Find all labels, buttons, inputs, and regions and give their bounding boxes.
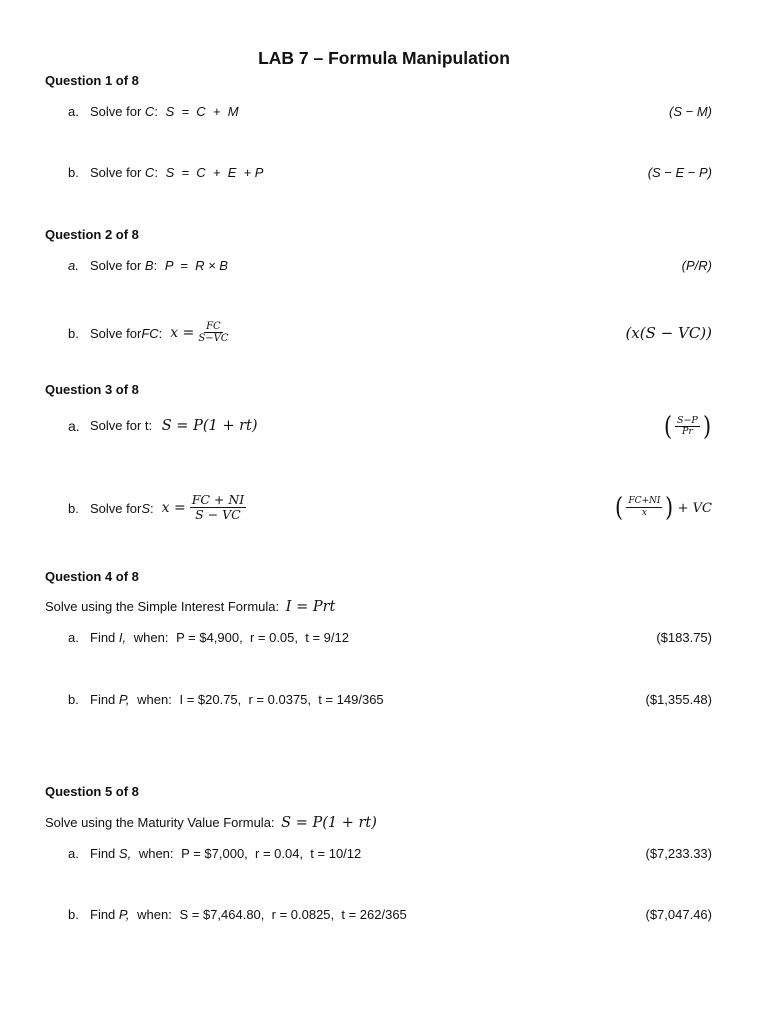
q4b-var: P, <box>118 692 130 707</box>
page-title: LAB 7 – Formula Manipulation <box>258 48 510 68</box>
q1a-prompt <box>90 104 239 119</box>
q1a-label: Solve for <box>90 104 145 119</box>
q3b-prompt <box>90 484 248 532</box>
q4a-var: I, <box>118 630 127 645</box>
q4-intro <box>45 599 335 615</box>
q2b-colon: : <box>158 325 163 341</box>
q2a-prompt <box>90 258 228 273</box>
q4a-find: Find <box>90 630 119 645</box>
q1b-colon: : <box>154 165 158 180</box>
q2a-equation: P = R × B <box>164 258 228 273</box>
q2b-prompt <box>90 312 232 354</box>
q5a-answer: ($7,233.33) <box>645 846 712 861</box>
q5b-var: P, <box>118 907 130 922</box>
q3a-left-paren: ( <box>663 412 672 442</box>
q5a-prompt <box>90 846 361 861</box>
q3b-letter: b. <box>68 501 79 516</box>
q4a-letter: a. <box>68 630 79 645</box>
q2a-var: B <box>144 258 154 273</box>
q1b-equation: S = C + E + P <box>165 165 264 180</box>
q3b-answer-tail: + VC <box>677 500 712 516</box>
q3b-numerator: FC + NI <box>191 492 245 508</box>
q5b-when: when: <box>137 907 172 922</box>
q3a-answer <box>663 406 712 448</box>
q5b-letter: b. <box>68 907 79 922</box>
q3a-answer-numerator: S−P <box>676 414 698 426</box>
q4b-prompt <box>90 692 384 707</box>
q4b-params: I = $20.75, r = 0.0375, t = 149/365 <box>179 692 384 707</box>
q3b-var: S <box>141 500 150 516</box>
q3b-answer <box>614 487 712 529</box>
q3b-right-paren: ) <box>665 493 674 523</box>
q3a-label: Solve for t: <box>90 418 153 433</box>
q3a-letter: a. <box>68 418 80 434</box>
q4b-when: when: <box>137 692 172 707</box>
q2a-label: Solve for <box>90 258 145 273</box>
q1a-letter: a. <box>68 104 79 119</box>
q5a-letter: a. <box>68 846 79 861</box>
q3b-colon: : <box>149 500 154 516</box>
q4a-when: when: <box>133 630 169 645</box>
q3b-answer-denominator: x <box>641 508 647 519</box>
q2b-fraction <box>196 321 230 345</box>
q5a-when: when: <box>138 846 174 861</box>
q5b-find: Find <box>90 907 119 922</box>
q1b-prompt <box>90 165 263 180</box>
q3b-answer-fraction <box>626 497 662 518</box>
q1a-equation: S = C + M <box>165 104 239 119</box>
q4b-find: Find <box>90 692 119 707</box>
q5a-params: P = $7,000, r = 0.04, t = 10/12 <box>181 846 362 861</box>
q5b-params: S = $7,464.80, r = 0.0825, t = 262/365 <box>179 907 407 922</box>
q4b-letter: b. <box>68 692 79 707</box>
q2a-colon: : <box>153 258 158 273</box>
q3a-right-paren: ) <box>702 412 711 442</box>
q4b-answer: ($1,355.48) <box>645 692 712 707</box>
question-1-heading: Question 1 of 8 <box>45 73 139 88</box>
q5a-var: S, <box>118 846 132 861</box>
q5-intro-formula: S = P(1 + rt) <box>281 815 377 831</box>
q4a-prompt <box>90 630 349 645</box>
q1a-var: C <box>144 104 155 119</box>
q1b-letter: b. <box>68 165 79 180</box>
q5b-prompt <box>90 907 407 922</box>
q5b-answer: ($7,047.46) <box>645 907 712 922</box>
q5a-find: Find <box>90 846 119 861</box>
q2b-letter: b. <box>68 326 79 341</box>
q4-intro-text: Solve using the Simple Interest Formula: <box>45 599 280 614</box>
q3a-equation: S = P(1 + rt) <box>161 418 258 434</box>
question-2-heading: Question 2 of 8 <box>45 227 139 242</box>
q2b-var: FC <box>141 325 159 341</box>
q3a-answer-fraction <box>675 416 700 438</box>
q3a-prompt <box>90 418 258 434</box>
q1b-label: Solve for <box>90 165 145 180</box>
q4-intro-formula: I = Prt <box>285 599 336 615</box>
q1a-answer: (S − M) <box>669 104 712 119</box>
q3a-answer-denominator: Pr <box>681 426 693 438</box>
q1b-var: C <box>144 165 155 180</box>
q2b-label: Solve for <box>90 325 142 341</box>
q5-intro-text: Solve using the Maturity Value Formula: <box>45 815 275 830</box>
q2a-answer: (P/R) <box>681 258 712 273</box>
q3b-denominator: S − VC <box>195 507 241 523</box>
q2a-letter: a. <box>68 258 79 273</box>
q1a-colon: : <box>154 104 158 119</box>
q4a-params: P = $4,900, r = 0.05, t = 9/12 <box>176 630 349 645</box>
q1b-answer: (S − E − P) <box>647 165 712 180</box>
q2b-lhs: x = <box>170 325 195 341</box>
question-5-heading: Question 5 of 8 <box>45 784 139 799</box>
q3b-left-paren: ( <box>615 493 624 523</box>
q3b-label: Solve for <box>90 500 142 516</box>
q3b-lhs: x = <box>161 500 186 516</box>
q3b-answer-numerator: FC+NI <box>628 496 661 507</box>
question-3-heading: Question 3 of 8 <box>45 382 139 397</box>
q2b-denominator: S−VC <box>198 333 229 345</box>
q5-intro <box>45 815 377 831</box>
q2b-numerator: FC <box>206 321 221 333</box>
question-4-heading: Question 4 of 8 <box>45 569 139 584</box>
q3b-fraction <box>190 493 247 522</box>
q2b-answer: (x(S − VC)) <box>625 324 712 342</box>
q4a-answer: ($183.75) <box>656 630 712 645</box>
